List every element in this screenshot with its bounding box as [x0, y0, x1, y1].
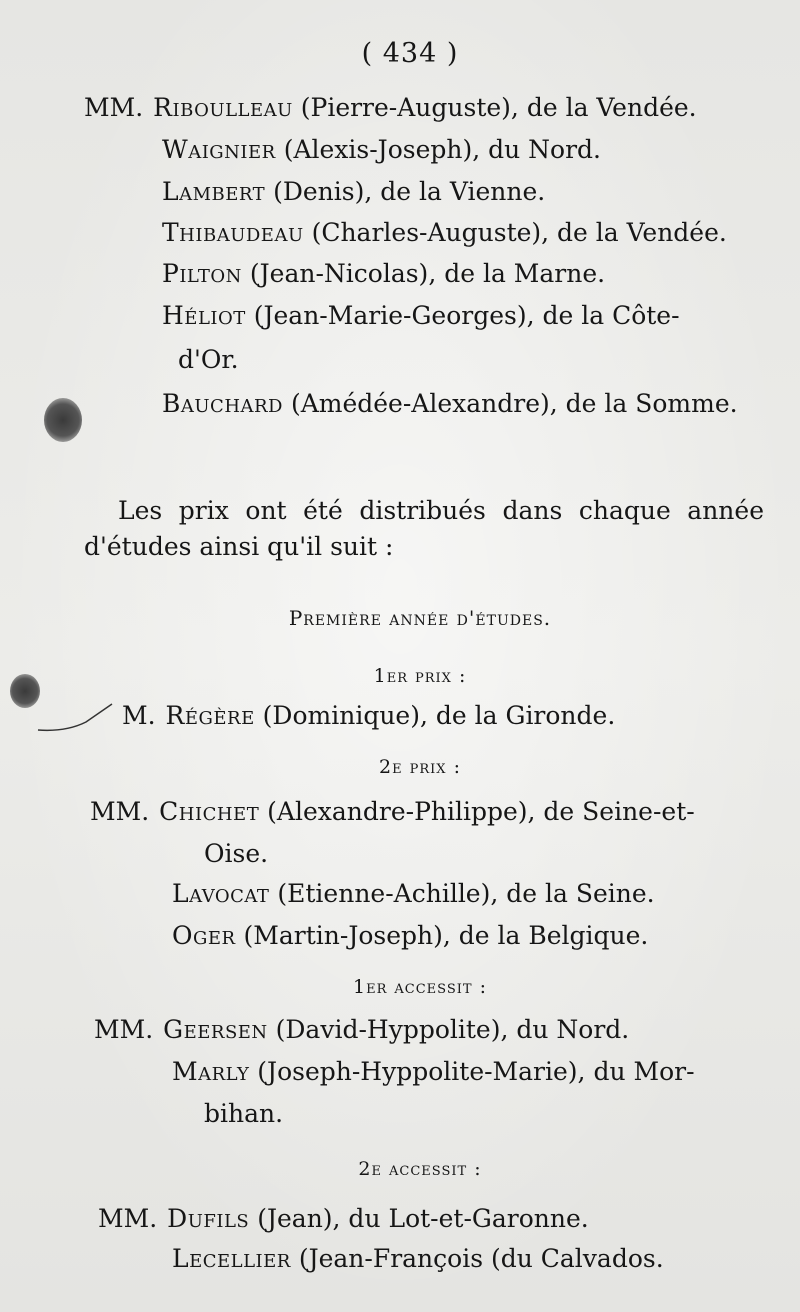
list-entry [162, 134, 601, 166]
list-entry [98, 1203, 589, 1235]
honorific: M. [122, 701, 156, 730]
surname: Waignier [162, 135, 276, 164]
honorific: MM. [94, 1015, 154, 1044]
given-names: (Pierre-Auguste), de la Vendée. [292, 93, 697, 122]
surname: Dufils [167, 1204, 250, 1233]
list-entry [162, 388, 738, 420]
list-entry [172, 878, 655, 910]
prize-heading: 2e prix : [379, 756, 461, 778]
honorific: MM. [98, 1204, 158, 1233]
surname: Thibaudeau [162, 218, 304, 247]
prize-heading: 1er prix : [373, 665, 467, 687]
given-names: (Jean-Marie-Georges), de la Côte- [245, 301, 680, 330]
page-number: ( 434 ) [361, 38, 459, 69]
given-names: (Etienne-Achille), de la Seine. [269, 879, 655, 908]
pen-mark-icon [36, 702, 116, 742]
surname: Geersen [163, 1015, 268, 1044]
given-names: (Martin-Joseph), de la Belgique. [235, 921, 649, 950]
surname: Lecellier [172, 1244, 291, 1273]
honorific: MM. [90, 797, 150, 826]
surname: Régère [165, 701, 255, 730]
section-title: Première année d'études. [288, 606, 552, 630]
given-names: (David-Hyppolite), du Nord. [267, 1015, 630, 1044]
given-names: (Jean), du Lot-et-Garonne. [249, 1204, 589, 1233]
list-entry [162, 300, 680, 332]
given-names: (Alexandre-Philippe), de Seine-et- [259, 797, 695, 826]
list-entry-continuation: bihan. [204, 1099, 284, 1128]
surname: Pilton [162, 259, 242, 288]
accessit-heading: 1er accessit : [352, 976, 487, 998]
list-entry [172, 1243, 664, 1275]
given-names: (Denis), de la Vienne. [265, 177, 546, 206]
given-names: (Jean-François (du Calvados. [290, 1244, 664, 1273]
surname: Lavocat [172, 879, 270, 908]
list-entry [162, 258, 605, 290]
surname: Chichet [159, 797, 260, 826]
list-entry-continuation: d'Or. [178, 345, 239, 374]
surname: Héliot [162, 301, 246, 330]
list-entry [94, 1014, 629, 1046]
list-entry-continuation: Oise. [204, 839, 269, 868]
given-names: (Charles-Auguste), de la Vendée. [303, 218, 727, 247]
surname: Marly [172, 1057, 250, 1086]
surname: Bauchard [162, 389, 283, 418]
given-names: (Amédée-Alexandre), de la Somme. [283, 389, 738, 418]
intro-paragraph: Les prix ont été distribués dans chaque année d'études ainsi qu'il suit : [84, 496, 764, 561]
list-entry [162, 217, 727, 249]
honorific: MM. [84, 93, 144, 122]
given-names: (Alexis-Joseph), du Nord. [275, 135, 601, 164]
ink-blot [44, 398, 82, 442]
list-entry [162, 176, 545, 208]
list-entry [90, 796, 695, 828]
surname: Oger [172, 921, 236, 950]
list-entry [122, 700, 615, 732]
surname: Riboulleau [153, 93, 293, 122]
accessit-heading: 2e accessit : [358, 1158, 482, 1180]
list-entry [172, 1056, 695, 1088]
given-names: (Jean-Nicolas), de la Marne. [241, 259, 606, 288]
given-names: (Dominique), de la Gironde. [254, 701, 616, 730]
list-entry [84, 92, 697, 124]
given-names: (Joseph-Hyppolite-Marie), du Mor- [249, 1057, 695, 1086]
list-entry [172, 920, 648, 952]
surname: Lambert [162, 177, 266, 206]
